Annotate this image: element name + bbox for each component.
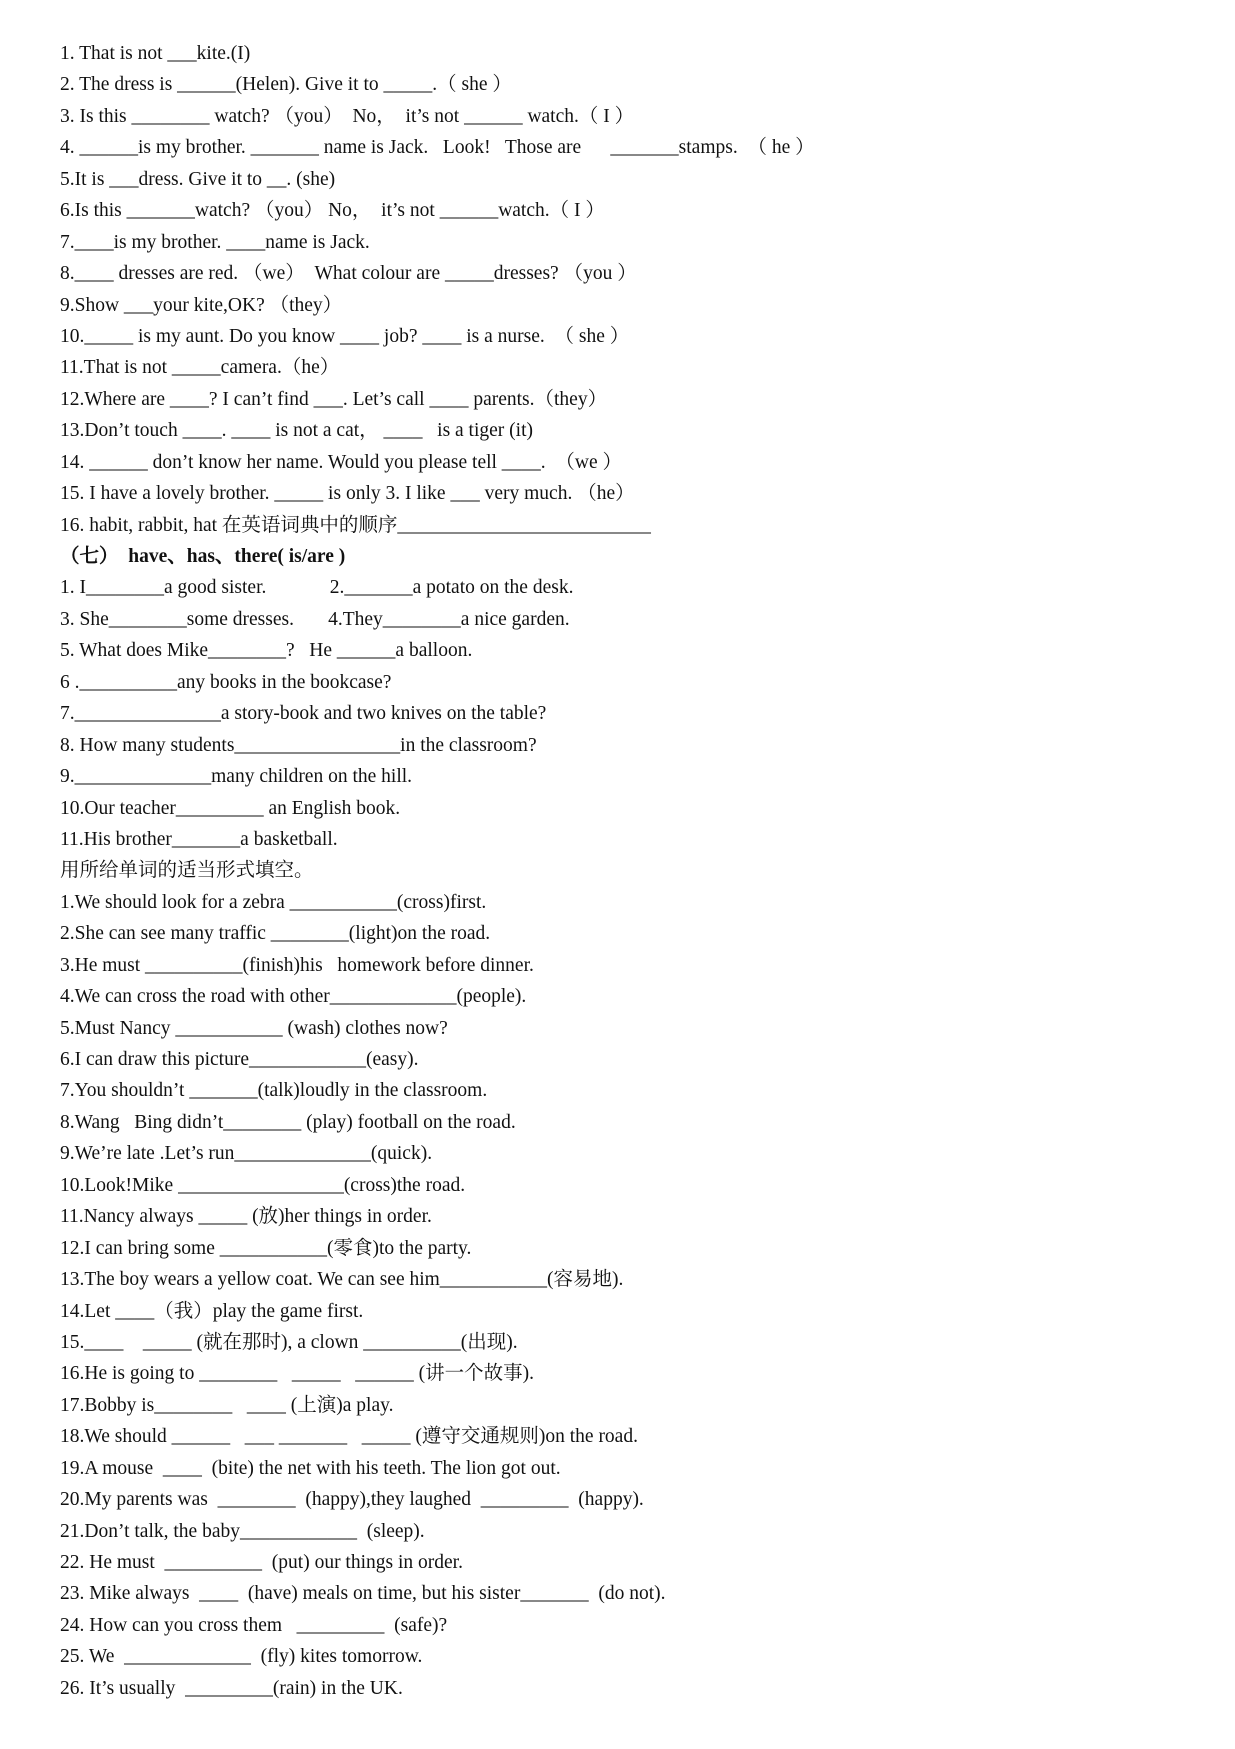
- exercise-line: 22. He must __________ (put) our things in order.: [60, 1552, 463, 1573]
- exercise-line: 5.It is ___dress. Give it to __. (she): [60, 168, 336, 190]
- exercise-line: 25. We _____________ (fly) kites tomorrow.: [60, 1646, 423, 1668]
- exercise-line: 26. It’s usually _________(rain) in the UK.: [60, 1677, 403, 1699]
- exercise-line: 5.Must Nancy ___________ (wash) clothes now?: [60, 1017, 448, 1039]
- exercise-line: 11.His brother_______a basketball.: [60, 828, 338, 850]
- section-heading: （七） have、has、there( is/are ): [60, 546, 346, 567]
- worksheet: [60, 38, 1200, 1704]
- exercise-line: 10.Look!Mike _________________(cross)the road.: [60, 1174, 466, 1196]
- exercise-line: 2. The dress is ______(Helen). Give it to _____.（ she ）: [60, 74, 512, 96]
- exercise-line: 8.____ dresses are red. （we） What colour are _____dresses? （you ）: [60, 263, 637, 285]
- exercise-line: 6.I can draw this picture____________(easy).: [60, 1049, 419, 1070]
- exercise-line: 17.Bobby is________ ____ (上演)a play.: [60, 1394, 394, 1416]
- exercise-line: 9.Show ___your kite,OK? （they）: [60, 294, 343, 316]
- exercise-line: 11.Nancy always _____ (放)her things in order.: [60, 1206, 432, 1228]
- exercise-line: 7.____is my brother. ____name is Jack.: [60, 231, 370, 253]
- exercise-line: 7.You shouldn’t _______(talk)loudly in the classroom.: [60, 1080, 488, 1102]
- exercise-line: 4.We can cross the road with other_____________(people).: [60, 986, 527, 1008]
- exercise-line: 1.We should look for a zebra ___________(cross)first.: [60, 891, 487, 913]
- exercise-line: 4. ______is my brother. _______ name is Jack. Look! Those are _______stamps. （ he ）: [60, 137, 815, 159]
- exercise-line: 3.He must __________(finish)his homework before dinner.: [60, 954, 534, 976]
- exercise-line: 9.We’re late .Let’s run______________(quick).: [60, 1143, 433, 1165]
- exercise-line: 7._______________a story-book and two knives on the table?: [60, 703, 547, 725]
- exercise-line: 3. Is this ________ watch? （you） No， it’s not ______ watch.（ I ）: [60, 105, 635, 127]
- exercise-line: 12.Where are ____? I can’t find ___. Let’s call ____ parents.（they）: [60, 388, 608, 410]
- exercise-line: 8. How many students_________________in the classroom?: [60, 734, 537, 756]
- exercise-line: 24. How can you cross them _________ (safe)?: [60, 1614, 448, 1636]
- exercise-line: 16.He is going to ________ _____ ______ (讲一个故事).: [60, 1363, 534, 1385]
- exercise-line: 12.I can bring some ___________(零食)to the party.: [60, 1237, 472, 1259]
- exercise-line: 18.We should ______ ___ _______ _____ (遵守交通规则)on the road.: [60, 1426, 638, 1448]
- exercise-line: 21.Don’t talk, the baby____________ (sleep).: [60, 1520, 425, 1542]
- exercise-line: 19.A mouse ____ (bite) the net with his teeth. The lion got out.: [60, 1457, 561, 1479]
- exercise-line: 15.____ _____ (就在那时), a clown __________(出现).: [60, 1331, 518, 1353]
- exercise-line: 11.That is not _____camera.（he）: [60, 357, 340, 379]
- exercise-line: 5. What does Mike________? He ______a balloon.: [60, 640, 473, 662]
- exercise-line: 14.Let ____（我）play the game first.: [60, 1300, 364, 1322]
- exercise-line: 10.Our teacher_________ an English book.: [60, 797, 401, 819]
- exercise-line: 13.The boy wears a yellow coat. We can see him___________(容易地).: [60, 1269, 624, 1291]
- exercise-line: 13.Don’t touch ____. ____ is not a cat， ____ is a tiger (it): [60, 420, 533, 442]
- exercise-line: 20.My parents was ________ (happy),they laughed _________ (happy).: [60, 1489, 644, 1511]
- exercise-line: 6 .__________any books in the bookcase?: [60, 671, 392, 693]
- exercise-line: 6.Is this _______watch? （you） No， it’s not ______watch.（ I ）: [60, 200, 605, 222]
- exercise-line: 14. ______ don’t know her name. Would you please tell ____. （we ）: [60, 451, 623, 473]
- exercise-line: 23. Mike always ____ (have) meals on time, but his sister_______ (do not).: [60, 1583, 666, 1605]
- exercise-line: 1. That is not ___kite.(I): [60, 43, 251, 64]
- exercise-line: 2.She can see many traffic ________(light)on the road.: [60, 923, 491, 945]
- exercise-line: 9.______________many children on the hill.: [60, 766, 413, 788]
- exercise-line: 1. I________a good sister. 2._______a potato on the desk.: [60, 577, 574, 599]
- exercise-line: 10._____ is my aunt. Do you know ____ job? ____ is a nurse. （ she ）: [60, 325, 630, 347]
- exercise-line: 3. She________some dresses. 4.They________a nice garden.: [60, 608, 570, 630]
- exercise-line: 16. habit, rabbit, hat 在英语词典中的顺序__________________________: [60, 514, 651, 536]
- exercise-line: 用所给单词的适当形式填空。: [60, 860, 314, 882]
- exercise-line: 15. I have a lovely brother. _____ is only 3. I like ___ very much. （he）: [60, 483, 635, 505]
- exercise-line: 8.Wang Bing didn’t________ (play) football on the road.: [60, 1111, 516, 1133]
